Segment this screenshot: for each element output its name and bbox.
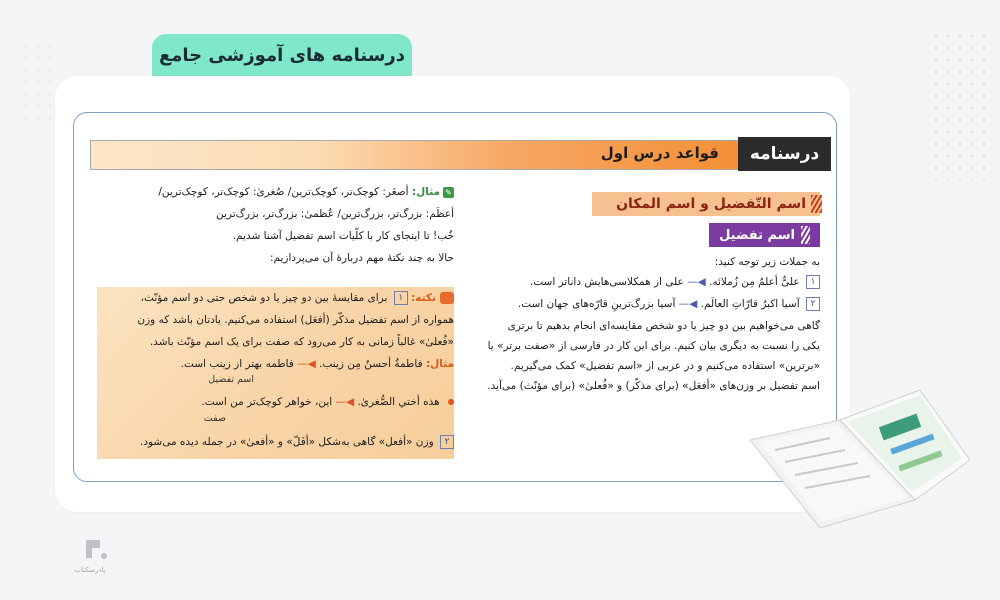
example-1-arabic: علیٌّ أعلمُ مِن زُملائه. xyxy=(709,276,800,288)
lesson-title: قواعد درس اول xyxy=(600,144,719,162)
caption-comparative: اسم تفضیل xyxy=(208,374,254,385)
note-line-4 xyxy=(140,433,454,452)
subheading-marker-icon xyxy=(801,226,810,244)
note-example-2-arabic: هذه أختي الصُّغریٰ. xyxy=(357,396,440,408)
example-label: مثال: xyxy=(411,186,440,198)
note-line-4-text: وزن «أفعل» گاهی به‌شکل «أفَلّ» و «أفعیٰ» در جمله دیده می‌شود. xyxy=(139,436,434,448)
section-heading xyxy=(592,192,820,216)
note-example-1-arabic: فاطمةُ أحسنُ مِن زینب. xyxy=(319,358,423,370)
caption-adjective: صفت xyxy=(203,413,226,424)
arrow-icon: ◀— xyxy=(678,298,698,310)
example-line-1 xyxy=(158,183,454,202)
lesson-page xyxy=(73,112,837,482)
note-example-label: مثال: xyxy=(425,358,454,370)
decorative-dots-left xyxy=(20,40,60,120)
paragraph-line-2: یکی را نسبت به دیگری بیان کنیم. برای این کار در فارسی از «صفت برتر» یا xyxy=(487,340,820,352)
note-2-number: ۲ xyxy=(440,435,454,449)
note-label: نکته: xyxy=(411,292,436,304)
subsection-heading-text: اسم تفضیل xyxy=(719,227,795,243)
page-banner: درسنامه های آموزشی جامع xyxy=(152,34,412,76)
lesson-header xyxy=(91,137,831,171)
example-1 xyxy=(530,273,820,292)
heading-marker-icon xyxy=(811,195,822,213)
decorative-dots xyxy=(930,30,990,180)
header-tag: درسنامه xyxy=(738,137,831,171)
note-line-2: همواره از اسم تفضیل مذکّر (أفعَل) استفاده می‌کنیم. یادتان باشد که وزن xyxy=(137,314,454,326)
bullet-icon xyxy=(448,399,454,405)
book-illustration xyxy=(740,380,970,530)
section-heading-text: اسم التّفضیل و اسم المکان xyxy=(616,196,806,212)
subsection-heading xyxy=(709,223,820,247)
arrow-icon: ◀— xyxy=(687,276,706,288)
note-example-2 xyxy=(201,393,454,412)
example-2-arabic: آسیا اکبرُ قارّاتِ العالَم. xyxy=(700,298,800,310)
summary-line-2: حالا به چند نکتهٔ مهم دربارهٔ آن می‌پردازیم: xyxy=(269,252,454,264)
summary-line-1: خُب! تا اینجای کار با کلّیات اسم تفضیل آشنا شدیم. xyxy=(232,230,454,242)
logo-icon xyxy=(80,536,110,562)
intro-text: به جملات زیر توجه کنید: xyxy=(714,256,820,268)
note-example-1-persian: فاطمه بهتر از زینب است. xyxy=(180,358,294,370)
example-2-number: ۲ xyxy=(806,297,820,311)
arrow-icon: ◀— xyxy=(335,396,355,408)
example-2 xyxy=(518,295,820,314)
paragraph-line-4: اسم تفضیل بر وزن‌های «أفعَل» (برای مذکّر) و «فُعلیٰ» (برای مؤنّث) می‌آید. xyxy=(487,380,820,392)
example-line-1-text: أصغَر: کوچک‌تر، کوچک‌ترین/ صُغریٰ: کوچک‌تر، کوچک‌ترین/ xyxy=(158,186,409,198)
note-1-number: ۱ xyxy=(394,291,408,305)
example-line-2: أعظَم: بزرگ‌تر، بزرگ‌ترین/ عُظمیٰ: بزرگ‌تر، بزرگ‌ترین xyxy=(216,208,454,220)
note-line-1-text: برای مقایسهٔ بین دو چیز یا دو شخص حتی دو اسم مؤنّث، xyxy=(140,292,388,304)
example-2-persian: آسیا بزرگ‌ترینِ قارّه‌های جهان است. xyxy=(517,298,676,310)
note-line-3: «فُعلیٰ» غالباً زمانی به کار می‌رود که صفت برای یک اسم مؤنّث باشد. xyxy=(149,336,454,348)
header-bar xyxy=(90,140,738,170)
pencil-icon: ✎ xyxy=(443,187,454,198)
logo-text: پادرسکتاب xyxy=(74,566,106,574)
example-1-number: ۱ xyxy=(806,275,820,289)
paragraph-line-3: «برترین» استفاده می‌کنیم و در عربی از «اسم تفضیل» کمک می‌گیریم. xyxy=(510,360,820,372)
brand-logo xyxy=(50,536,110,576)
note-line-1 xyxy=(141,289,454,308)
arrow-icon: ◀— xyxy=(297,358,316,370)
speech-bubble-icon xyxy=(440,292,454,304)
paragraph-line-1: گاهی می‌خواهیم بین دو چیز یا دو شخص مقایسه‌ای انجام بدهیم تا برتری xyxy=(507,320,820,332)
note-example-1 xyxy=(181,355,454,374)
note-example-2-persian: این، خواهر کوچک‌تر من است. xyxy=(201,396,333,408)
example-1-persian: علی از همکلاسی‌هایش داناتر است. xyxy=(529,276,684,288)
